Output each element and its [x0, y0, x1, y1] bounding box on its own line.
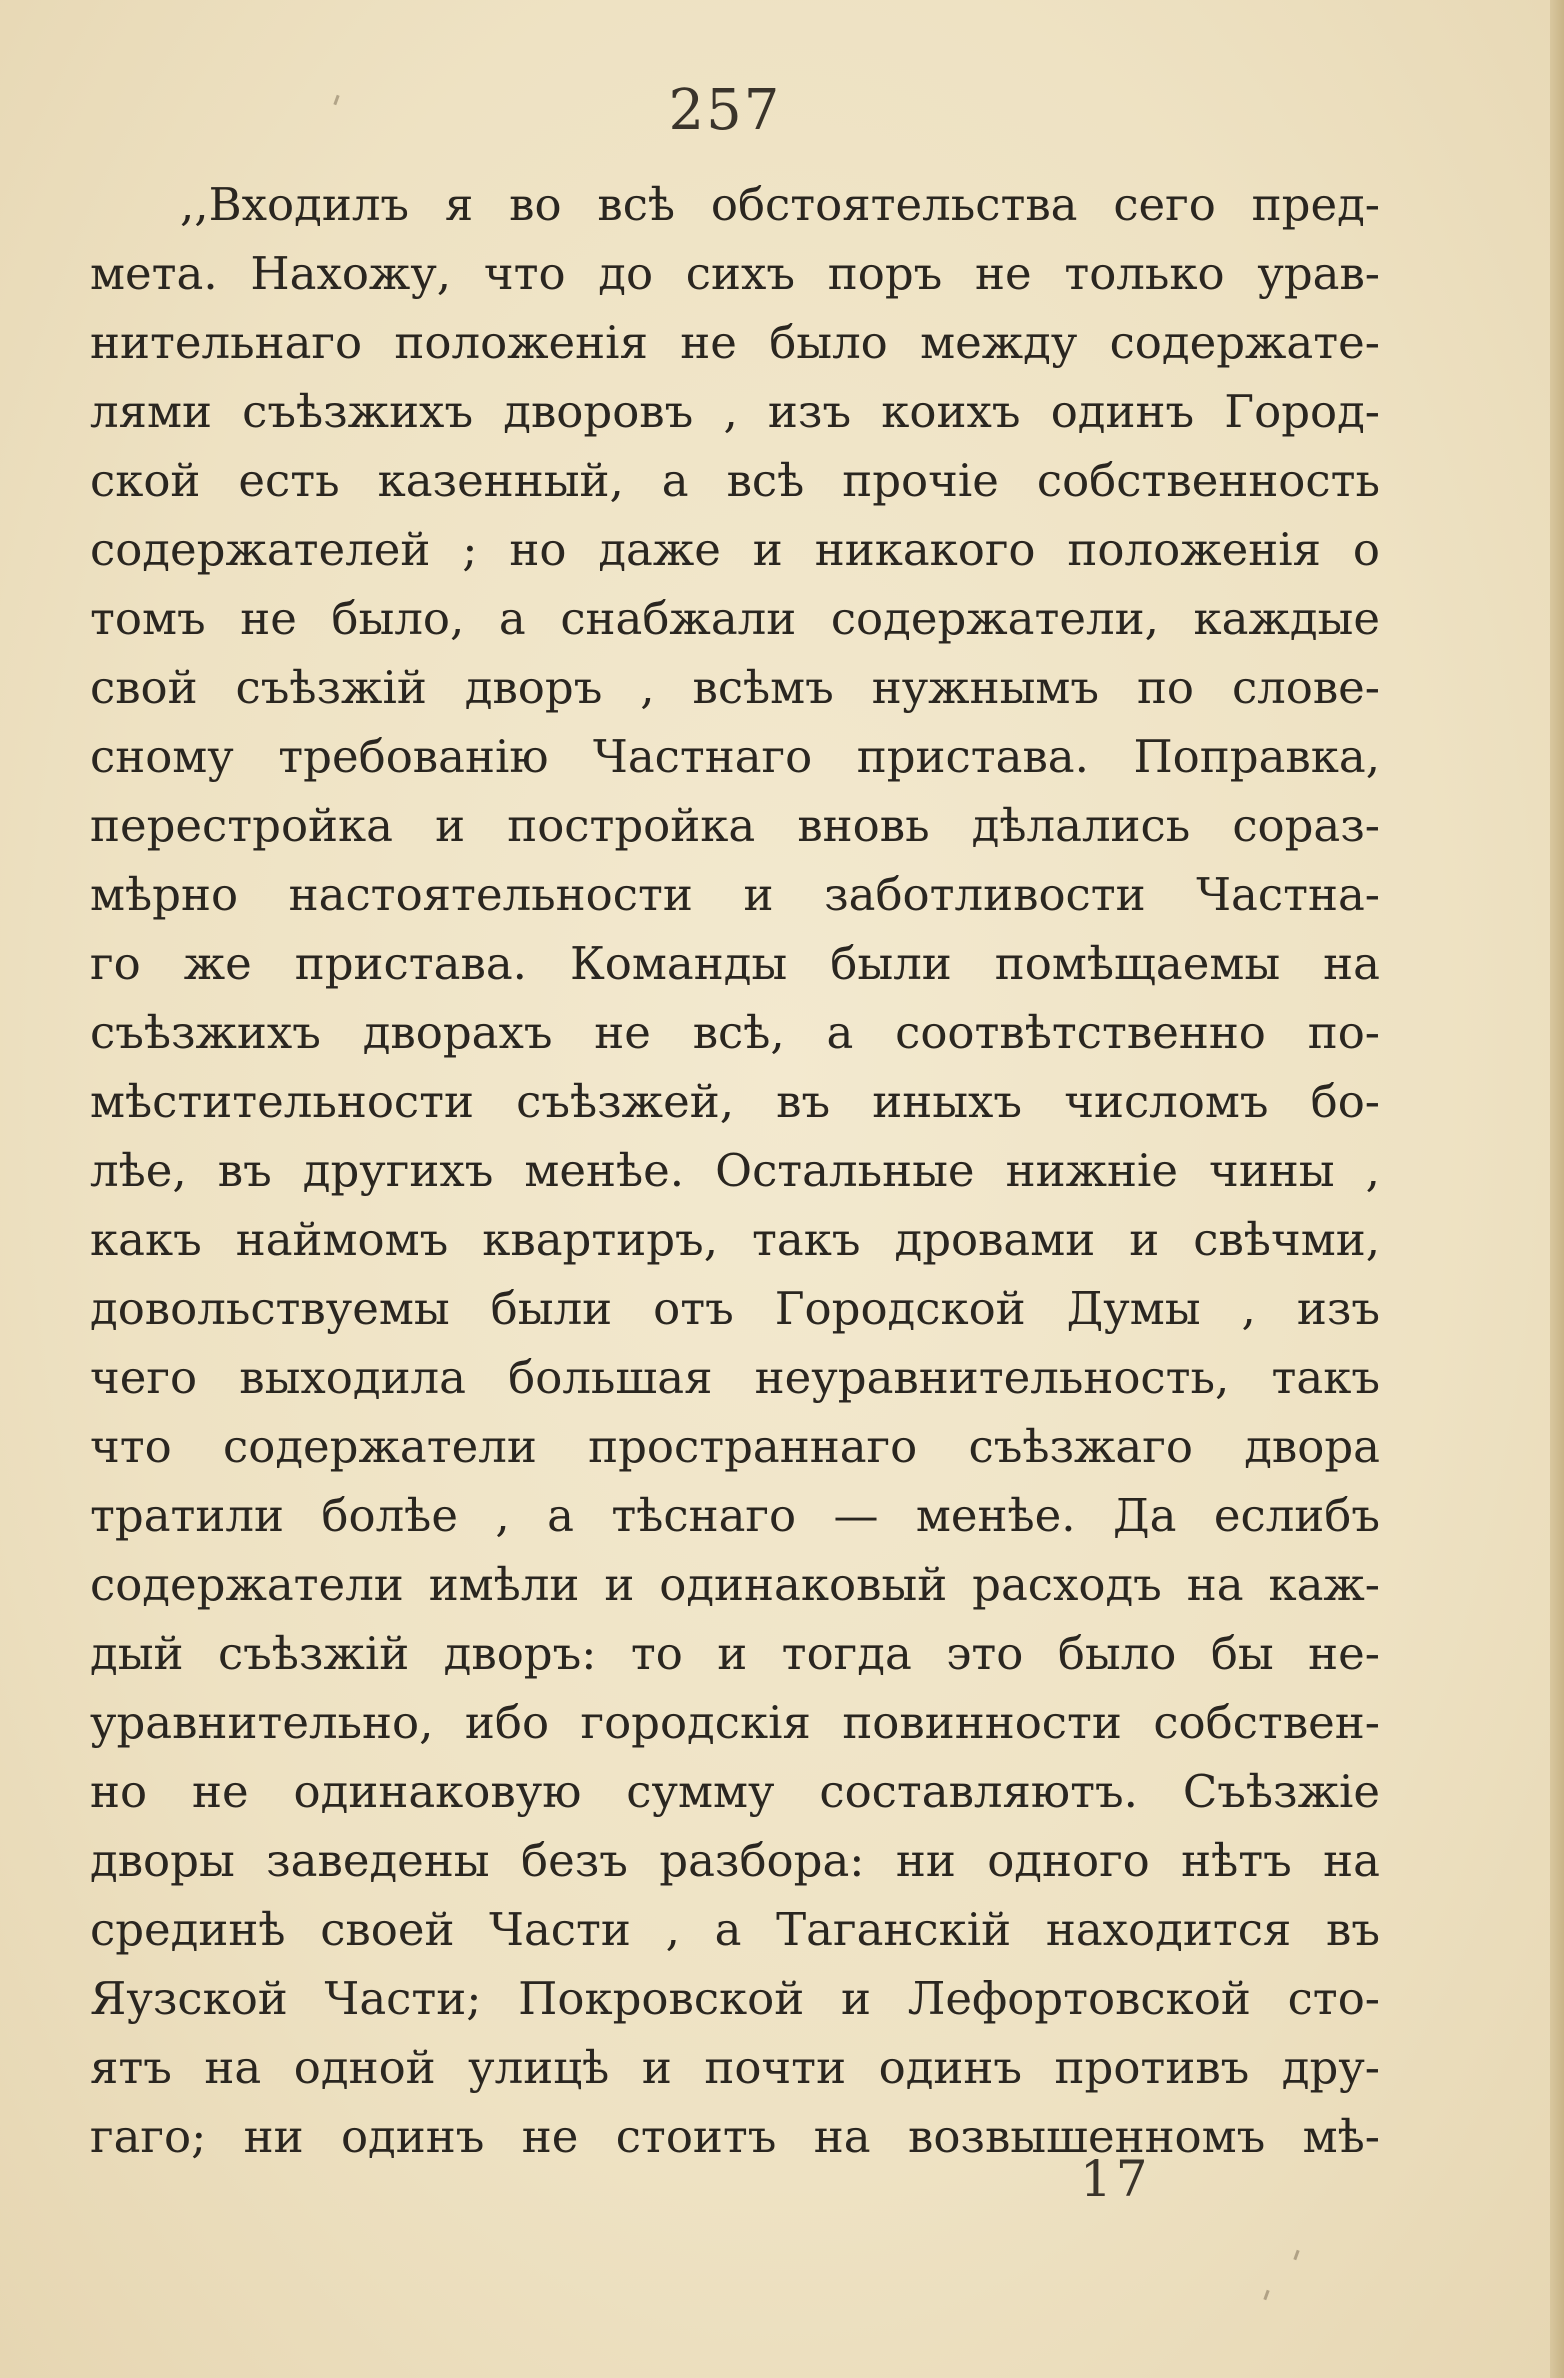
text-line: томъ не было, а снабжали содержатели, каждые [90, 592, 1380, 645]
text-line: какъ наймомъ квартиръ, такъ дровами и свѣчми, [90, 1213, 1380, 1266]
text-line: ятъ на одной улицѣ и почти одинъ противъ дру- [90, 2041, 1380, 2094]
text-line: содержатели имѣли и одинаковый расходъ на каж- [90, 1558, 1380, 1611]
paper-speck [1293, 2250, 1299, 2260]
text-line: что содержатели пространнаго съѣзжаго двора [90, 1420, 1380, 1473]
text-line: довольствуемы были отъ Городской Думы , изъ [90, 1282, 1380, 1335]
text-line: нительнаго положенія не было между содержате- [90, 316, 1380, 369]
text-line: лями съѣзжихъ дворовъ , изъ коихъ одинъ Город- [90, 385, 1380, 438]
body-text [90, 170, 1380, 2171]
text-line: уравнительно, ибо городскія повинности собствен- [90, 1696, 1380, 1749]
text-line: чего выходила большая неуравнительность, такъ [90, 1351, 1380, 1404]
text-line: тратили болѣе , а тѣснаго — менѣе. Да еслибъ [90, 1489, 1380, 1542]
page-number: 257 [668, 78, 782, 143]
text-line: Яузской Части; Покровской и Лефортовской сто- [90, 1972, 1380, 2025]
text-line: го же пристава. Команды были помѣщаемы на [90, 937, 1380, 990]
text-line: мета. Нахожу, что до сихъ поръ не только урав- [90, 247, 1380, 300]
text-line: лѣе, въ другихъ менѣе. Остальные нижніе чины , [90, 1144, 1380, 1197]
text-line: но не одинаковую сумму составляютъ. Съѣзжіе [90, 1765, 1380, 1818]
text-line: ской есть казенный, а всѣ прочіе собственность [90, 454, 1380, 507]
text-line: мѣстительности съѣзжей, въ иныхъ числомъ бо- [90, 1075, 1380, 1128]
text-line: содержателей ; но даже и никакого положенія о [90, 523, 1380, 576]
text-line: гаго; ни одинъ не стоитъ на возвышенномъ мѣ- [90, 2110, 1380, 2163]
text-line: съѣзжихъ дворахъ не всѣ, а соотвѣтственно по- [90, 1006, 1380, 1059]
text-line: перестройка и постройка вновь дѣлались сораз- [90, 799, 1380, 852]
text-line: свой съѣзжій дворъ , всѣмъ нужнымъ по слове- [90, 661, 1380, 714]
text-line: дый съѣзжій дворъ: то и тогда это было бы не- [90, 1627, 1380, 1680]
text-line: дворы заведены безъ разбора: ни одного нѣтъ на [90, 1834, 1380, 1887]
text-line: мѣрно настоятельности и заботливости Частна- [90, 868, 1380, 921]
text-line: срединѣ своей Части , а Таганскій находится въ [90, 1903, 1380, 1956]
signature-mark: 17 [1080, 2150, 1152, 2208]
paper-speck [1263, 2290, 1269, 2300]
page-edge [1550, 0, 1564, 2378]
text-line: сному требованію Частнаго пристава. Поправка, [90, 730, 1380, 783]
text-line: ,,Входилъ я во всѣ обстоятельства сего пред- [180, 178, 1380, 231]
